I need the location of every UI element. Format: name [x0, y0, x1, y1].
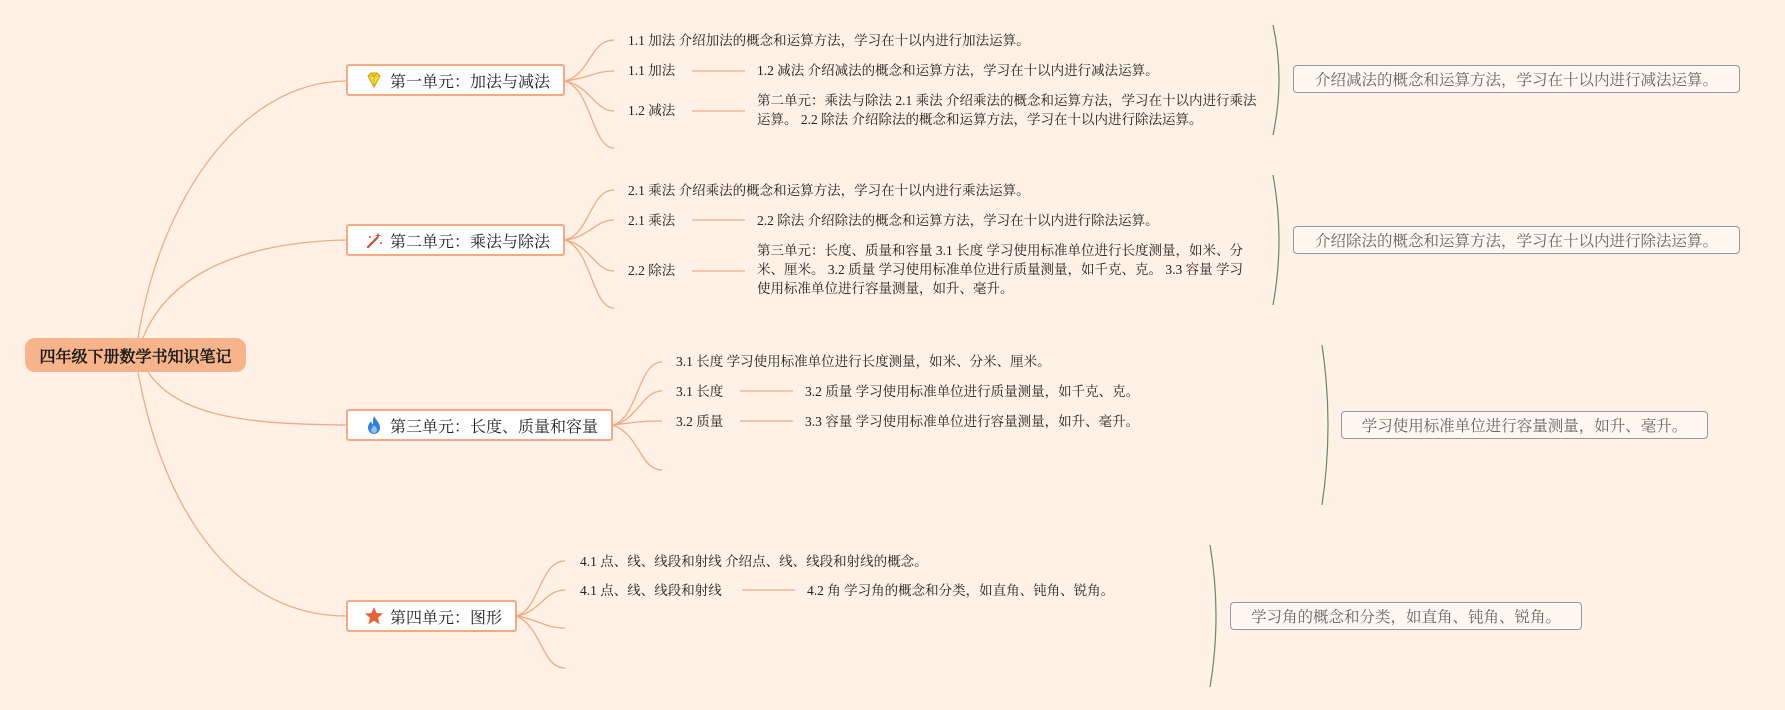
- unit-node-1[interactable]: [346, 64, 565, 96]
- diamond-icon: [364, 70, 384, 90]
- root-label: 四年级下册数学书知识笔记: [39, 346, 232, 366]
- unit-1-subitem-1[interactable]: 1.2 减法 介绍减法的概念和运算方法，学习在十以内进行减法运算。: [757, 63, 1159, 78]
- unit-1-subitem-2[interactable]: 第二单元：乘法与除法 2.1 乘法 介绍乘法的概念和运算方法，学习在十以内进行乘法运算。 2.2 除法 介绍除法的概念和运算方法，学习在十以内进行除法运算。: [757, 93, 1257, 127]
- root-node[interactable]: [25, 338, 246, 372]
- unit-label: 第二单元：乘法与除法: [390, 231, 551, 251]
- unit-label: 第一单元：加法与减法: [390, 71, 551, 91]
- unit-1-summary[interactable]: 介绍减法的概念和运算方法，学习在十以内进行减法运算。: [1293, 65, 1740, 93]
- unit-1-item-2[interactable]: 1.1 加法: [628, 63, 676, 78]
- unit-node-4[interactable]: [346, 600, 517, 632]
- unit-node-3[interactable]: [346, 409, 613, 441]
- unit-2-item-1[interactable]: 2.1 乘法 介绍乘法的概念和运算方法，学习在十以内进行乘法运算。: [628, 183, 1030, 198]
- unit-3-item-1[interactable]: 3.1 长度 学习使用标准单位进行长度测量，如米、分米、厘米。: [676, 354, 1051, 369]
- unit-4-summary[interactable]: 学习角的概念和分类，如直角、钝角、锐角。: [1230, 602, 1582, 630]
- unit-2-subitem-2[interactable]: 第三单元：长度、质量和容量 3.1 长度 学习使用标准单位进行长度测量，如米、分米、厘米。 3.2 质量 学习使用标准单位进行质量测量，如千克、克。 3.3 容量 学习使用标准单位进行容量测量，如升、毫升。: [757, 243, 1243, 296]
- unit-3-subitem-2[interactable]: 3.3 容量 学习使用标准单位进行容量测量，如升、毫升。: [805, 414, 1140, 429]
- unit-3-summary[interactable]: 学习使用标准单位进行容量测量，如升、毫升。: [1341, 411, 1708, 439]
- flame-icon: [364, 415, 384, 435]
- magic-wand-icon: [364, 230, 384, 250]
- unit-4-subitem-1[interactable]: 4.2 角 学习角的概念和分类，如直角、钝角、锐角。: [807, 583, 1115, 598]
- unit-4-item-2[interactable]: 4.1 点、线、线段和射线: [580, 583, 722, 598]
- unit-label: 第四单元：图形: [390, 607, 503, 627]
- star-icon: [364, 606, 384, 626]
- unit-2-item-3[interactable]: 2.2 除法: [628, 263, 676, 278]
- unit-1-item-3[interactable]: 1.2 减法: [628, 103, 676, 118]
- unit-3-item-2[interactable]: 3.1 长度: [676, 384, 724, 399]
- unit-1-item-1[interactable]: 1.1 加法 介绍加法的概念和运算方法，学习在十以内进行加法运算。: [628, 33, 1030, 48]
- unit-2-summary[interactable]: 介绍除法的概念和运算方法，学习在十以内进行除法运算。: [1293, 226, 1740, 254]
- unit-3-item-3[interactable]: 3.2 质量: [676, 414, 724, 429]
- unit-3-subitem-1[interactable]: 3.2 质量 学习使用标准单位进行质量测量，如千克、克。: [805, 384, 1140, 399]
- unit-label: 第三单元：长度、质量和容量: [390, 416, 599, 436]
- unit-4-item-1[interactable]: 4.1 点、线、线段和射线 介绍点、线、线段和射线的概念。: [580, 554, 928, 569]
- unit-node-2[interactable]: [346, 224, 565, 256]
- unit-2-item-2[interactable]: 2.1 乘法: [628, 213, 676, 228]
- unit-2-subitem-1[interactable]: 2.2 除法 介绍除法的概念和运算方法，学习在十以内进行除法运算。: [757, 213, 1159, 228]
